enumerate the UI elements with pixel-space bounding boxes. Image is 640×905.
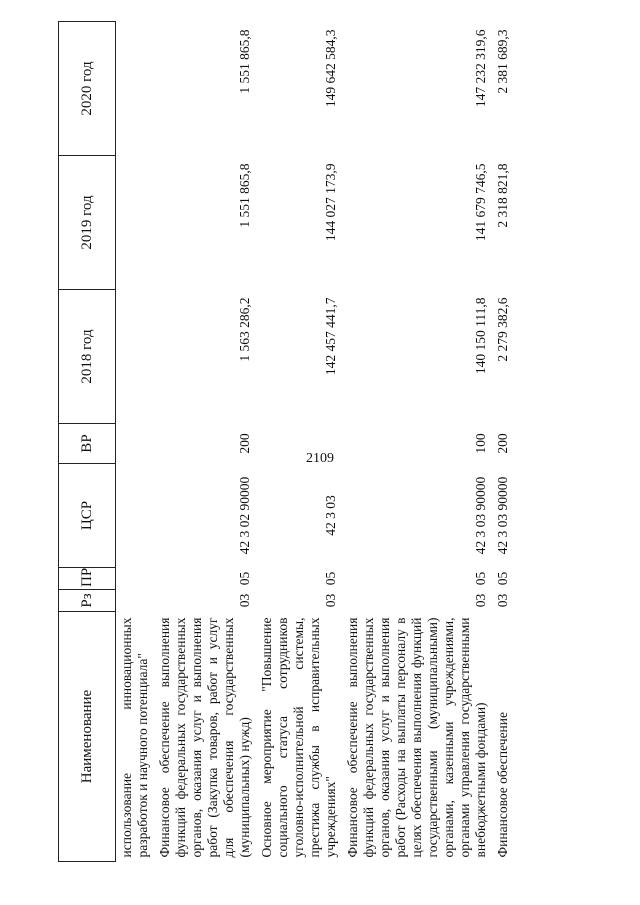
row-2018: 140 150 111,8: [473, 297, 488, 375]
header-pr: ПР: [59, 568, 116, 590]
header-csr: ЦСР: [59, 464, 116, 568]
row-2018: 1 563 286,2: [237, 297, 252, 362]
header-2019: 2019 год: [59, 156, 116, 290]
row-pr: [116, 568, 155, 590]
row-vr: 200: [495, 433, 510, 454]
row-csr: 42 3 02 90000: [237, 476, 252, 555]
row-rz: [116, 590, 155, 612]
row-rz: 03: [495, 593, 510, 608]
row-2019: 2 318 821,8: [495, 163, 510, 228]
row-vr: 200: [237, 433, 252, 454]
row-rz: 03: [473, 593, 488, 608]
header-2018: 2018 год: [59, 290, 116, 424]
row-csr: 42 3 03 90000: [495, 476, 510, 555]
header-name: Наименование: [59, 612, 116, 862]
row-2019: 144 027 173,9: [323, 163, 338, 242]
row-csr: [116, 464, 155, 568]
row-name: Основное мероприятие "Повышение социального статуса сотрудников уголовно-исполнительной системы, престижа службы в исправительных учреждениях": [259, 617, 338, 858]
row-2019: 1 551 865,8: [237, 163, 252, 228]
row-2020: 149 642 584,3: [323, 29, 338, 108]
row-2019: 141 679 746,5: [473, 163, 488, 242]
row-pr: 05: [237, 571, 252, 586]
page-number: 2109: [306, 451, 334, 466]
row-pr: 05: [495, 571, 510, 586]
table-row: [342, 22, 492, 862]
row-2020: [116, 22, 155, 156]
row-rz: 03: [237, 593, 252, 608]
row-vr: [256, 424, 342, 464]
row-pr: 05: [473, 571, 488, 586]
row-name: Финансовое обеспечение: [495, 711, 510, 858]
row-vr: [116, 424, 155, 464]
row-2018: 142 457 441,7: [323, 297, 338, 376]
header-2020: 2020 год: [59, 22, 116, 156]
header-rz: Рз: [59, 590, 116, 612]
row-rz: 03: [323, 593, 338, 608]
row-name: использование инновационных разработок и научного потенциала": [119, 617, 150, 858]
table-row: [492, 22, 516, 862]
table-row: [116, 22, 155, 862]
budget-table: [58, 21, 516, 862]
row-csr: 42 3 03: [323, 495, 338, 536]
row-2018: 2 279 382,6: [495, 297, 510, 362]
row-pr: 05: [323, 571, 338, 586]
row-2020: 147 232 319,6: [473, 29, 488, 108]
row-2018: [116, 290, 155, 424]
row-name: Финансовое обеспечение выполнения функций федеральных государственных органов, оказания услуг и выполнения работ (Закупка товаров, работ и услуг для обеспечения государственных (муниципальных) нужд): [157, 617, 252, 858]
table-row: [154, 22, 256, 862]
rotated-table-container: [58, 22, 586, 862]
row-2020: 2 381 689,3: [495, 29, 510, 94]
row-2020: 1 551 865,8: [237, 29, 252, 94]
row-vr: 100: [473, 433, 488, 454]
row-2019: [116, 156, 155, 290]
header-vr: ВР: [59, 424, 116, 464]
row-csr: 42 3 03 90000: [473, 476, 488, 555]
table-header-row: [59, 22, 116, 862]
table-row: [256, 22, 342, 862]
row-name: Финансовое обеспечение выполнения функций федеральных государственных органов, оказания услуг и выполнения работ (Расходы на выплаты персоналу в целях обеспечения выполнения функций государственными (муниципальными) органами, казенными учреждениями, органами управления государственными внебюджетными фондами): [345, 617, 488, 858]
